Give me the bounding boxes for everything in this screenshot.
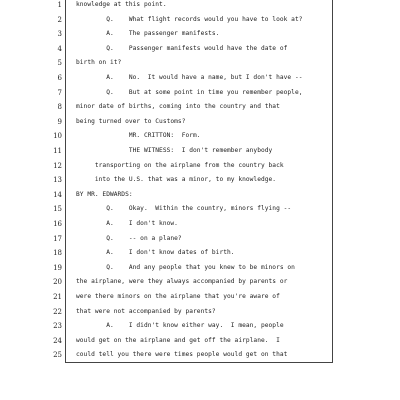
line-text: Q. -- on a plane? — [76, 234, 182, 242]
line-text: A. I don't know. — [76, 220, 178, 227]
line-number: 20 — [53, 278, 62, 287]
transcript-line — [0, 13, 400, 27]
line-number: 12 — [53, 161, 62, 170]
line-text: Q. Okay. Within the country, minors flying -- — [76, 205, 292, 213]
transcript-line — [0, 217, 400, 231]
line-text: A. I didn't know either way. I mean, people — [76, 322, 284, 330]
transcript-line — [0, 144, 400, 158]
line-text: into the U.S. that was a minor, to my knowledge. — [76, 176, 277, 184]
line-number: 9 — [57, 117, 62, 126]
line-number: 14 — [53, 190, 62, 199]
transcript-line — [0, 202, 400, 216]
line-text: MR. CRITTON: Form. — [76, 132, 201, 140]
transcript-line — [0, 71, 400, 85]
line-number: 18 — [53, 249, 62, 258]
line-number: 16 — [53, 220, 62, 228]
transcript-line — [0, 319, 400, 333]
transcript-line — [0, 27, 400, 41]
line-number: 7 — [57, 88, 62, 97]
line-number: 4 — [57, 44, 62, 53]
transcript-line — [0, 275, 400, 289]
line-number: 21 — [53, 293, 62, 301]
line-text: THE WITNESS: I don't remember anybody — [76, 147, 273, 154]
line-number: 25 — [53, 351, 62, 360]
line-text: Q. What flight records would you have to look at? — [76, 15, 303, 23]
line-text: could tell you there were times people would get on that — [76, 351, 288, 359]
line-number: 8 — [57, 103, 62, 112]
transcript-line — [0, 115, 400, 129]
transcript-line — [0, 305, 400, 319]
line-number: 13 — [53, 176, 62, 185]
line-number: 3 — [57, 30, 62, 39]
line-number: 1 — [57, 1, 62, 9]
transcript-line — [0, 348, 400, 362]
line-number: 17 — [53, 234, 62, 243]
line-number: 10 — [53, 132, 62, 141]
transcript-line — [0, 0, 400, 12]
line-text: A. The passenger manifests. — [76, 30, 220, 38]
line-text: A. No. It would have a name, but I don't have -- — [76, 74, 303, 81]
line-text: would get on the airplane and get off the airplane. I — [76, 336, 280, 344]
line-text: that were not accompanied by parents? — [76, 307, 216, 315]
transcript-line — [0, 334, 400, 348]
line-number: 15 — [53, 205, 62, 214]
line-number: 19 — [53, 263, 62, 272]
line-number: 22 — [53, 307, 62, 316]
line-text: Q. And any people that you knew to be minors on — [76, 263, 295, 271]
line-number: 5 — [57, 59, 62, 68]
transcript-line — [0, 159, 400, 173]
transcript-line — [0, 173, 400, 187]
transcript-line — [0, 100, 400, 114]
line-number: 2 — [57, 15, 62, 24]
line-text: A. I don't know dates of birth. — [76, 249, 235, 257]
transcript-line — [0, 42, 400, 56]
line-text: being turned over to Customs? — [76, 117, 186, 125]
line-text: knowledge at this point. — [76, 1, 167, 8]
line-number: 11 — [53, 147, 62, 155]
transcript-line — [0, 290, 400, 304]
line-text: were there minors on the airplane that you're aware of — [76, 293, 280, 300]
transcript-line — [0, 86, 400, 100]
transcript-line — [0, 56, 400, 70]
line-text: transporting on the airplane from the country back — [76, 161, 284, 169]
transcript-line — [0, 261, 400, 275]
line-number: 24 — [53, 336, 62, 345]
transcript-line — [0, 246, 400, 260]
line-text: BY MR. EDWARDS: — [76, 190, 133, 198]
line-text: minor date of births, coming into the country and that — [76, 103, 280, 111]
line-text: Q. But at some point in time you remember people, — [76, 88, 303, 96]
line-text: the airplane, were they always accompanied by parents or — [76, 278, 288, 286]
line-text: birth on it? — [76, 59, 122, 67]
transcript-line — [0, 129, 400, 143]
line-number: 6 — [57, 74, 62, 82]
transcript-line — [0, 188, 400, 202]
line-text: Q. Passenger manifests would have the date of — [76, 44, 288, 52]
transcript-line — [0, 232, 400, 246]
line-number: 23 — [53, 322, 62, 331]
